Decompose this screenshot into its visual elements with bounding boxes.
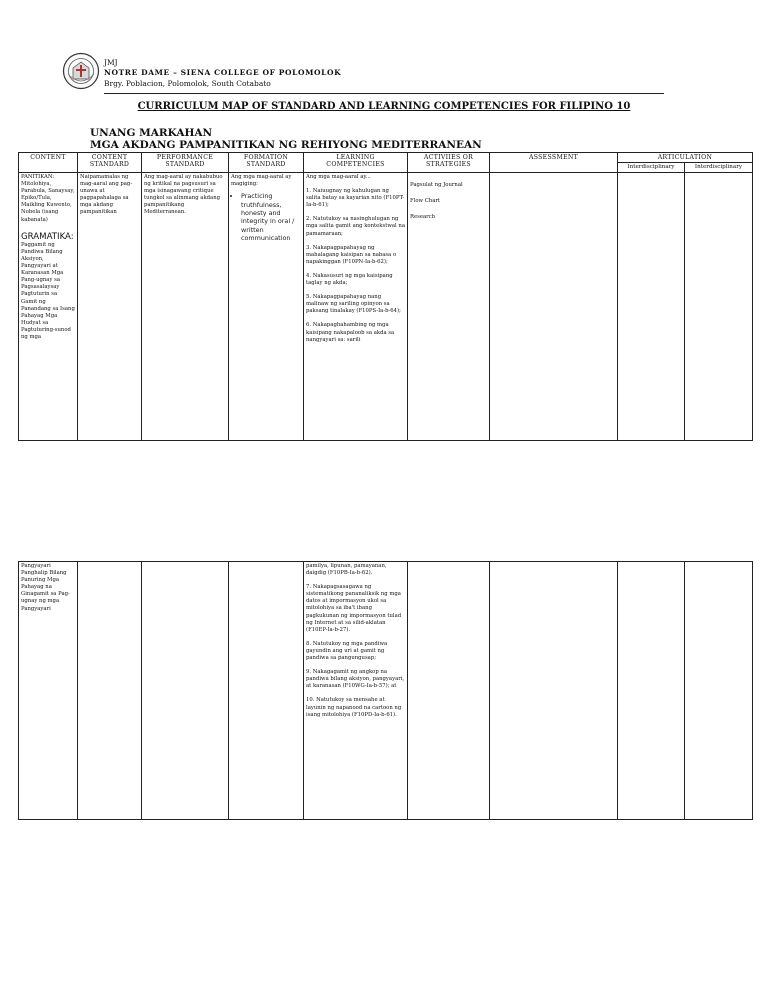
performance-standard-cell: Ang mag-aaral ay nakabubuo ng kritikal na pagsusuri sa mga isinagawang critique tungkol sa alinmang akdang pampanitikang Mediterranean. bbox=[142, 173, 229, 441]
assessment-cell bbox=[490, 173, 618, 441]
formation-standard-cell bbox=[229, 173, 304, 441]
column-header-interdisciplinary-1: Interdisciplinary bbox=[618, 163, 685, 173]
column-header-learning-competencies: LEARNING COMPETENCIES bbox=[304, 153, 408, 173]
column-header-content: CONTENT bbox=[19, 153, 78, 173]
school-address: Brgy. Poblacion, Polomolok, South Cotabato bbox=[104, 79, 271, 88]
content-gramatika: Paggamit ng Pandiwa Bilang Aksiyon, Pangyayari at Karanasan Mga Pang-ugnay sa Pagsasalaysay Pagtuturin sa Gamit ng Panandang sa Isang Pahayag Mga Hudyat sa Pagtuturing-sunod ng mga bbox=[21, 241, 75, 340]
formation-bullet: • Practicing truthfulness, honesty and integrity in oral / written communication bbox=[241, 192, 301, 242]
competency-item: 1. Naiuugnay ng kahulugan ng salita batay sa kayarian nito (F10PT-Ia-b-61); bbox=[306, 188, 405, 209]
unit-subtitle: MGA AKDANG PAMPANITIKAN NG REHIYONG MEDITERRANEAN bbox=[90, 139, 482, 151]
header-divider bbox=[104, 93, 664, 94]
content-cell-continued: Pangyayari Panghalip Bilang Panuring Mga Pahayag na Ginagamit sa Pag-ugnay ng mga Pangyayari bbox=[19, 562, 78, 820]
competency-item: 7. Nakapagsasagawa ng sistematikong pananaliksik ng mga datos at impormasyon ukol sa mitolohiya sa iba't ibang pagkukunan ng impormasyon tulad ng Internet at sa silid-aklatan (F10EP-Ia-b-27). bbox=[306, 584, 402, 633]
document-title: CURRICULUM MAP OF STANDARD AND LEARNING COMPETENCIES FOR FILIPINO 10 bbox=[137, 101, 631, 112]
column-header-formation-standard: FORMATION STANDARD bbox=[229, 153, 304, 173]
content-standard-cell: Naipamamalas ng mag-aaral ang pag-unawa at pagpapahalaga sa mga akdang pampanitikan bbox=[78, 173, 142, 441]
competencies-intro: Ang mga mag-aaral ay... bbox=[306, 174, 371, 180]
learning-competencies-cell bbox=[304, 173, 408, 441]
articulation-cell-2 bbox=[685, 173, 753, 441]
competency-item: 4. Nakasusuri ng mga kaisipang taglay ng akda; bbox=[306, 272, 393, 287]
gramatika-label: GRAMATIKA: bbox=[21, 231, 74, 242]
competency-item: 10. Natutukoy sa mensahe at layunin ng napanood na cartoon ng isang mitolohiya (F10PD-Ia-b-61). bbox=[306, 697, 402, 718]
content-cell bbox=[19, 173, 78, 441]
activity-item: Pagsulat ng Journal bbox=[410, 182, 463, 188]
activity-item: Flow Chart bbox=[410, 198, 441, 205]
articulation-cell-1 bbox=[618, 173, 685, 441]
formation-intro: Ang mga mag-aaral ay magiging: bbox=[231, 174, 292, 188]
column-header-articulation: ARTICULATION bbox=[618, 153, 753, 163]
content-panitikan: PANITIKAN: Mitolohiya, Parabula, Sanaysay, Epiko/Tula, Maikling Kuwento, Nobela (isang kabanata) bbox=[21, 174, 75, 223]
school-seal-logo bbox=[62, 52, 100, 90]
assessment-cell-continued bbox=[490, 562, 618, 820]
competency-item: 6. Nakapaghahambing ng mga kaisipang nakapaloob sa akda sa nangyayari sa: sarili bbox=[306, 322, 395, 343]
activities-cell bbox=[408, 173, 490, 441]
column-header-performance-standard: PERFORMANCE STANDARD bbox=[142, 153, 229, 173]
curriculum-map-table-continued bbox=[18, 561, 753, 820]
formation-standard-cell-continued bbox=[229, 562, 304, 820]
curriculum-map-table bbox=[18, 152, 753, 441]
competency-item: 5. Nakapagpapahayag nang malinaw ng sariling opinyon sa paksang tinalakay (F10PS-Ia-b-64); bbox=[306, 294, 401, 315]
competency-item: 2. Natutukoy sa nasinghulugan ng mga salita gamit ang kontekstwal na pamamaraan; bbox=[306, 216, 405, 237]
learning-competencies-cell-continued bbox=[304, 562, 408, 820]
competency-item: pamilya, lipunan, pamayanan, daigdig (F10PB-Ia-b-62). bbox=[306, 563, 387, 577]
quarter-heading: UNANG MARKAHAN bbox=[90, 127, 213, 139]
activities-cell-continued bbox=[408, 562, 490, 820]
content-standard-cell-continued bbox=[78, 562, 142, 820]
competency-item: 8. Natutukoy ng mga pandiwa gayundin ang uri at gamit ng pandiwa sa pangungusap; bbox=[306, 640, 388, 662]
column-header-assessment: ASSESSMENT bbox=[490, 153, 618, 173]
header-code: JMJ bbox=[104, 58, 118, 67]
column-header-interdisciplinary-2: Interdisciplinary bbox=[685, 163, 753, 173]
competency-item: 3. Nakapagpapahayag ng mahalagang kaisipan sa nabasa o napakinggan (F10PN-Ia-b-62); bbox=[306, 244, 397, 265]
articulation-cell-2-continued bbox=[685, 562, 753, 820]
performance-standard-cell-continued bbox=[142, 562, 229, 820]
competency-item: 9. Nakagagamit ng angkop na pandiwa bilang aksiyon, pangyayari, at karanasan (F10WG-Ia-b-57); at bbox=[306, 669, 405, 690]
articulation-cell-1-continued bbox=[618, 562, 685, 820]
activity-item: Research bbox=[410, 214, 436, 221]
column-header-activities: ACTIVIIES OR STRATEGIES bbox=[408, 153, 490, 173]
column-header-content-standard: CONTENT STANDARD bbox=[78, 153, 142, 173]
school-name: NOTRE DAME – SIENA COLLEGE OF POLOMOLOK bbox=[104, 68, 342, 77]
